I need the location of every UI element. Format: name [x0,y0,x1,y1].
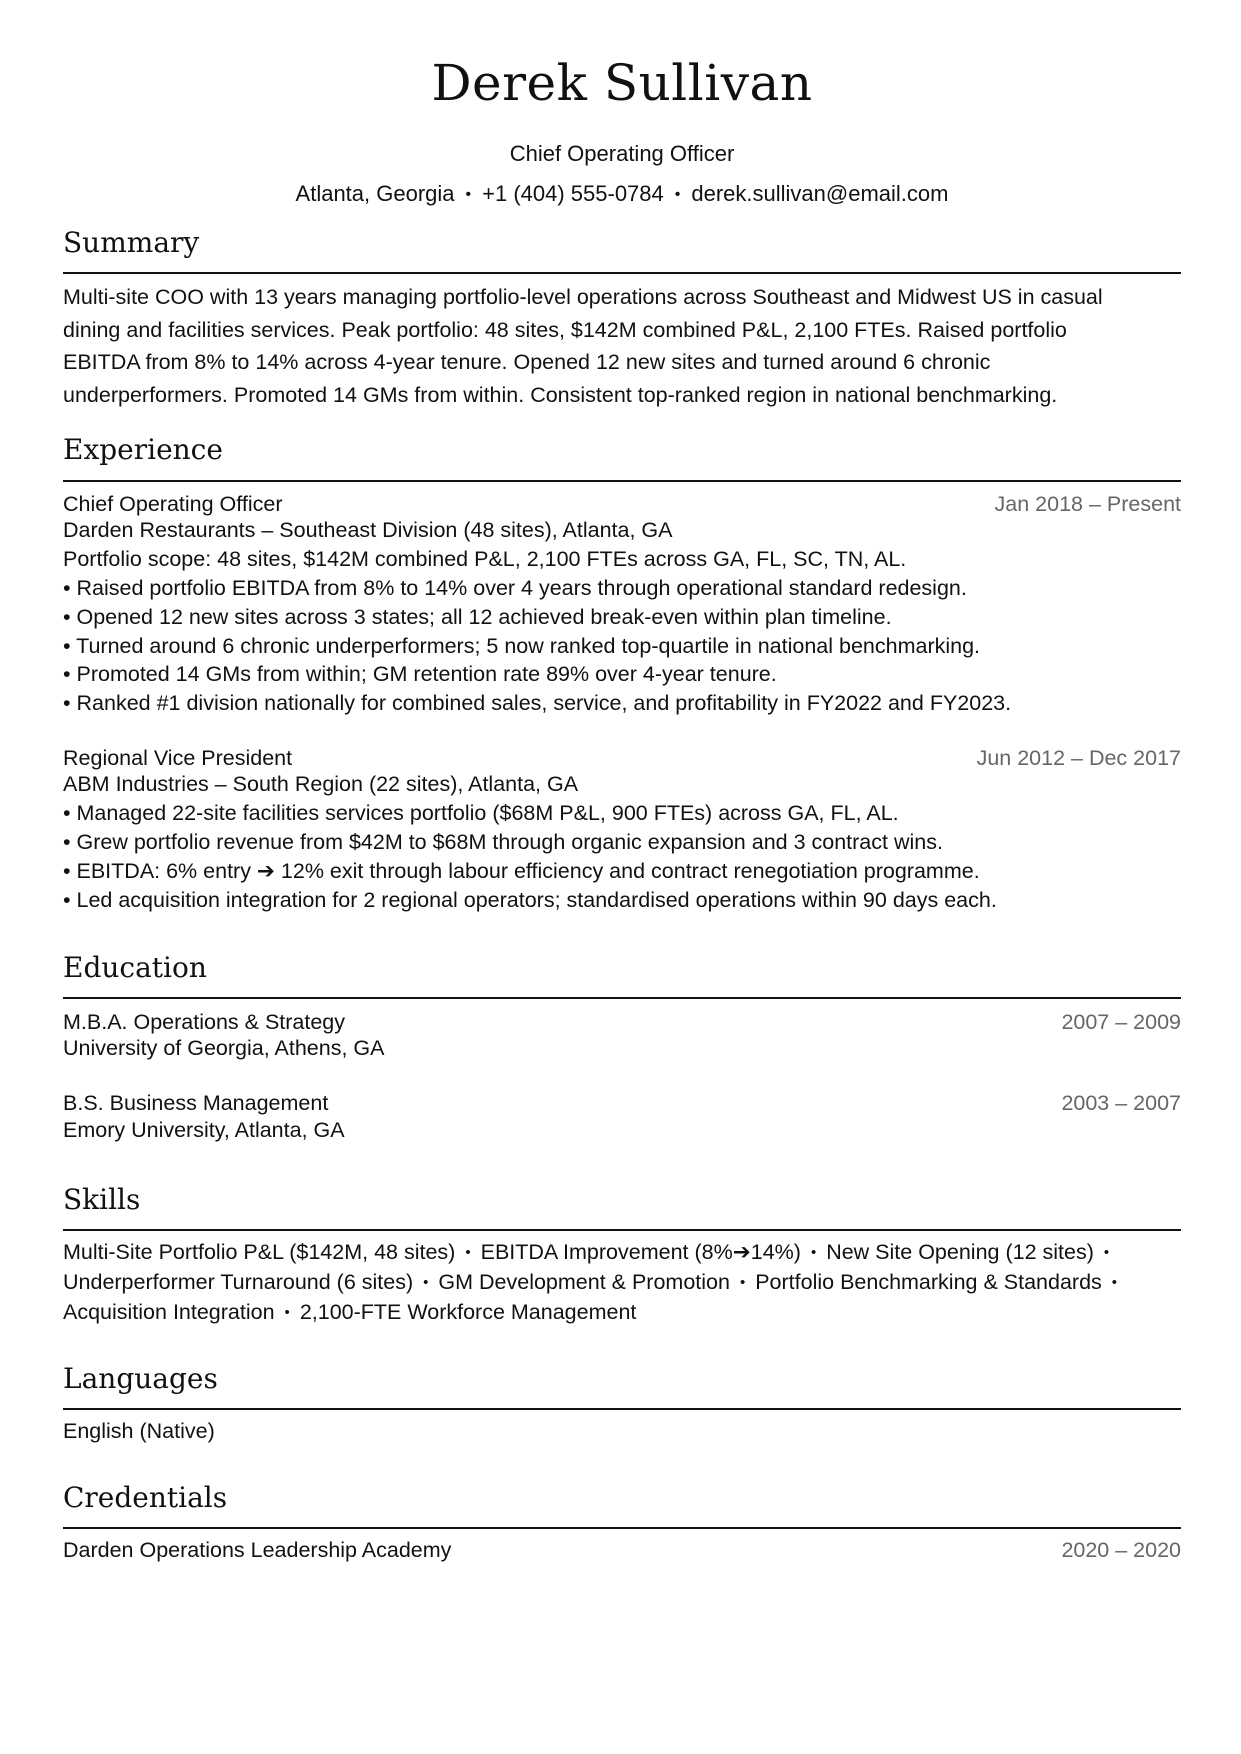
summary-heading [63,226,1181,260]
location-text: Atlanta, Georgia [295,181,455,206]
section-title-languages: Languages [63,1362,218,1395]
separator-dot-icon: • [674,186,681,203]
separator-dot-icon: • [1103,1244,1110,1261]
skill-item: Underperformer Turnaround (6 sites) [63,1270,414,1294]
section-divider [63,1408,1181,1410]
credential-name: Darden Operations Leadership Academy [63,1538,452,1562]
job-title: Regional Vice President [63,746,293,770]
job-organization: Darden Restaurants – Southeast Division (48 sites), Atlanta, GA [63,518,673,542]
job-bullet: • Ranked #1 division nationally for combined sales, service, and profitability in FY2022 and FY2023. [63,691,1012,715]
separator-dot-icon: • [465,1244,471,1261]
phone-text: +1 (404) 555-0784 [482,181,664,206]
skill-item: 2,100-FTE Workforce Management [299,1300,637,1324]
summary-line: Multi-site COO with 13 years managing portfolio-level operations across Southeast and Midwest US in casual [63,285,1103,309]
separator-dot-icon: • [810,1244,817,1261]
skill-item: GM Development & Promotion [438,1270,730,1294]
credentials-heading [63,1481,1181,1515]
skills-line [63,1267,1127,1298]
skills-line [63,1237,1119,1268]
languages-heading [63,1362,1181,1396]
section-divider [63,480,1181,482]
job-dates: Jun 2012 – Dec 2017 [976,746,1181,770]
separator-dot-icon: • [423,1274,429,1291]
skills-line [63,1297,636,1328]
job-bullet: • Promoted 14 GMs from within; GM retention rate 89% over 4-year tenure. [63,662,777,686]
summary-line: dining and facilities services. Peak portfolio: 48 sites, $142M combined P&L, 2,100 FTEs. Raised portfolio [63,317,1067,342]
section-divider [63,997,1181,999]
language-item: English (Native) [63,1419,215,1443]
section-title-credentials: Credentials [63,1481,228,1514]
summary-line: EBITDA from 8% to 14% across 4-year tenure. Opened 12 new sites and turned around 6 chronic [63,350,991,374]
job-bullet: • Turned around 6 chronic underperformers; 5 now ranked top-quartile in national benchmarking. [63,634,981,658]
degree-title: B.S. Business Management [63,1091,329,1115]
email-link[interactable]: derek.sullivan@email.com [691,181,949,206]
section-title-education: Education [63,951,207,984]
candidate-title: Chief Operating Officer [509,141,735,166]
skill-item: EBITDA Improvement (8%➔14%) [480,1240,801,1264]
skill-item: Portfolio Benchmarking & Standards [755,1270,1102,1294]
section-divider [63,1229,1181,1231]
experience-heading [63,433,1181,467]
skills-heading [63,1183,1181,1217]
section-title-experience: Experience [63,433,223,466]
job-bullet: • Managed 22-site facilities services portfolio ($68M P&L, 900 FTEs) across GA, FL, AL. [63,801,899,825]
separator-dot-icon: • [284,1304,290,1321]
degree-title: M.B.A. Operations & Strategy [63,1010,346,1034]
contact-line [63,181,1181,207]
skill-item: Acquisition Integration [63,1300,275,1324]
separator-dot-icon: • [739,1274,746,1291]
separator-dot-icon: • [1111,1274,1118,1291]
section-divider [63,1527,1181,1529]
school-name: Emory University, Atlanta, GA [63,1118,345,1142]
education-heading [63,951,1181,985]
education-dates: 2003 – 2007 [1061,1091,1181,1115]
summary-line: underperformers. Promoted 14 GMs from within. Consistent top-ranked region in national benchmarking. [63,382,1058,407]
job-scope: Portfolio scope: 48 sites, $142M combined P&L, 2,100 FTEs across GA, FL, SC, TN, AL. [63,547,907,571]
job-bullet: • Raised portfolio EBITDA from 8% to 14% over 4 years through operational standard redesign. [63,576,967,600]
separator-dot-icon: • [465,186,472,203]
credential-dates: 2020 – 2020 [1061,1538,1181,1562]
section-title-summary: Summary [63,226,200,259]
education-dates: 2007 – 2009 [1061,1010,1181,1034]
section-title-skills: Skills [63,1183,141,1216]
job-bullet: • Grew portfolio revenue from $42M to $68M through organic expansion and 3 contract wins. [63,830,943,854]
job-organization: ABM Industries – South Region (22 sites), Atlanta, GA [63,772,579,796]
candidate-name: Derek Sullivan [431,54,813,112]
job-bullet: • EBITDA: 6% entry ➔ 12% exit through labour efficiency and contract renegotiation programme. [63,859,980,883]
job-title: Chief Operating Officer [63,492,283,516]
skill-item: New Site Opening (12 sites) [826,1240,1094,1264]
summary-text [63,281,1181,411]
section-divider [63,272,1181,274]
skill-item: Multi-Site Portfolio P&L ($142M, 48 sites) [63,1240,456,1264]
school-name: University of Georgia, Athens, GA [63,1036,385,1060]
job-bullet: • Opened 12 new sites across 3 states; all 12 achieved break-even within plan timeline. [63,605,892,629]
job-bullet: • Led acquisition integration for 2 regional operators; standardised operations within 90 days each. [63,888,997,912]
job-dates: Jan 2018 – Present [994,492,1181,516]
